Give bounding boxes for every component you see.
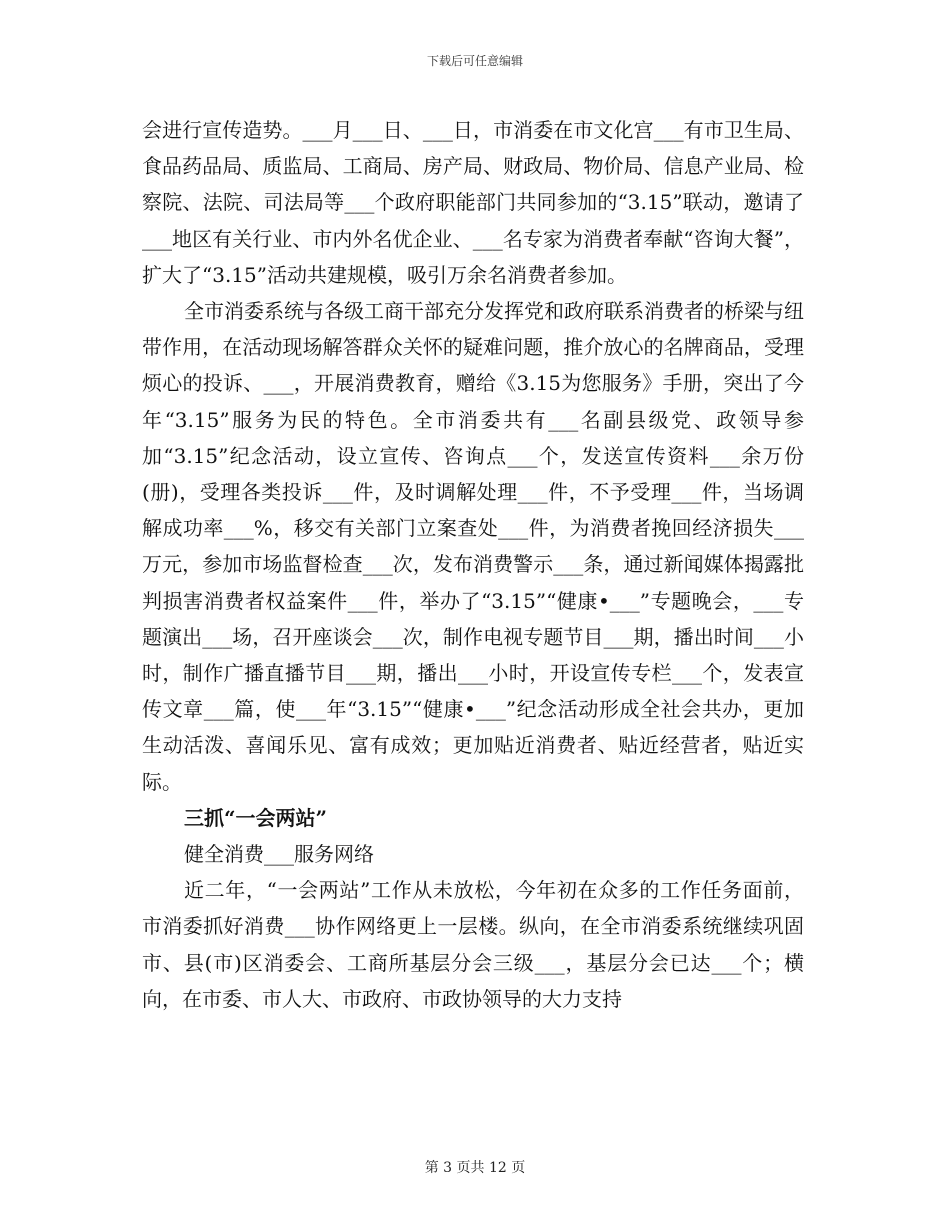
page-footer: 第 3 页共 12 页	[424, 1160, 526, 1176]
page-header: 下载后可任意编辑	[426, 54, 523, 68]
section-heading: 三抓“一会两站”	[184, 805, 328, 830]
document-body	[142, 112, 804, 1017]
paragraph-event-summary: 会进行宣传造势。___月___日、___日，市消委在市文化宫___有市卫生局、食品药品局、质监局、工商局、房产局、财政局、物价局、信息产业局、检察院、法院、司法局等___个政府职能部门共同参加的“3.15”联动，邀请了___地区有关行业、市内外名优企业、___名专家为消费者奉献“咨询大餐”，扩大了“3.15”活动共建规模，吸引万余名消费者参加。	[142, 118, 804, 287]
paragraph-consumer-service: 全市消委系统与各级工商干部充分发挥党和政府联系消费者的桥梁与纽带作用，在活动现场解答群众关怀的疑难问题，推介放心的名牌商品，受理烦心的投诉、___，开展消费教育，赠给《3.15为您服务》手册，突出了今年“3.15”服务为民的特色。全市消委共有___名副县级党、政领导参加“3.15”纪念活动，设立宣传、咨询点___个，发送宣传资料___余万份(册)，受理各类投诉___件，及时调解处理___件，不予受理___件，当场调解成功率___%，移交有关部门立案查处___件，为消费者挽回经济损失___万元，参加市场监督检查___次，发布消费警示___条，通过新闻媒体揭露批判损害消费者权益案件___件，举办了“3.15”“健康•___”专题晚会，___专题演出___场，召开座谈会___次，制作电视专题节目___期，播出时间___小时，制作广播直播节目___期，播出___小时，开设宣传专栏___个，发表宣传文章___篇，使___年“3.15”“健康•___”纪念活动形成全社会共办，更加生动活泼、喜闻乐见、富有成效；更加贴近消费者、贴近经营者，贴近实际。	[142, 299, 804, 794]
paragraph-network: 近二年，“一会两站”工作从未放松，今年初在众多的工作任务面前，市消委抓好消费___协作网络更上一层楼。纵向，在全市消委系统继续巩固市、县(市)区消委会、工商所基层分会三级___，基层分会已达___个；横向，在市委、市人大、市政府、市政协领导的大力支持	[142, 878, 804, 1011]
section-subheading: 健全消费___服务网络	[184, 842, 374, 867]
